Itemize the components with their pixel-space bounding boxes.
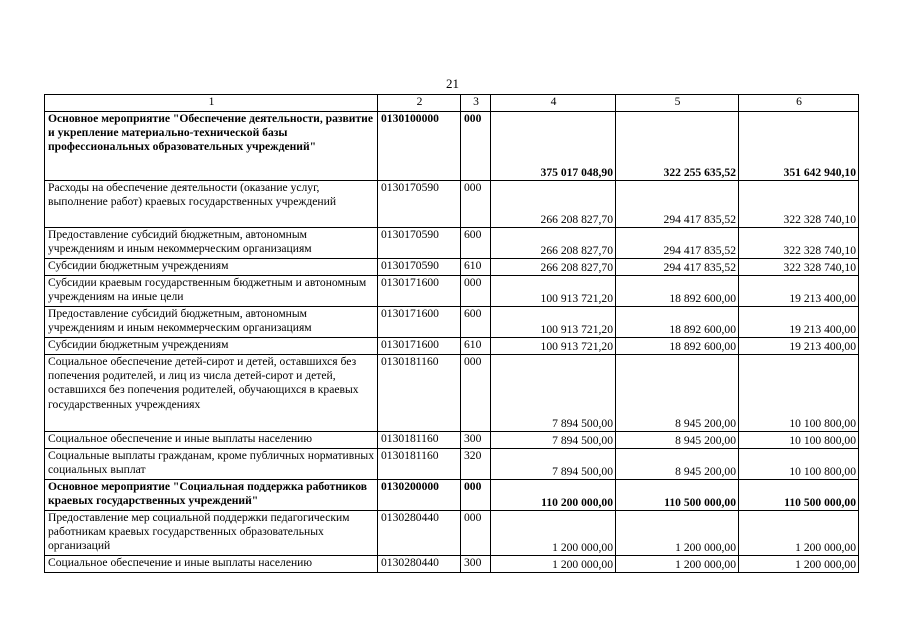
row-subcode-cell: 610: [461, 259, 491, 276]
row-code-cell: 0130280440: [378, 511, 461, 556]
row-name-cell: Основное мероприятие "Обеспечение деятельности, развитие и укрепление материально-технической базы профессиональных образовательных учреждений": [45, 112, 378, 181]
row-value-col4: 266 208 827,70: [491, 259, 616, 276]
row-value-col4: 100 913 721,20: [491, 338, 616, 355]
row-code-cell: 0130170590: [378, 228, 461, 259]
table-row: [45, 338, 859, 355]
row-subcode-cell: 300: [461, 432, 491, 449]
row-code-cell: 0130171600: [378, 276, 461, 307]
page-number: 21: [446, 76, 459, 91]
header-cell: 2: [378, 95, 461, 112]
row-code-cell: 0130171600: [378, 338, 461, 355]
row-subcode-cell: 000: [461, 276, 491, 307]
row-value-col5: 1 200 000,00: [616, 556, 739, 573]
row-code-cell: 0130181160: [378, 355, 461, 432]
row-value-col4: 266 208 827,70: [491, 181, 616, 228]
row-value-col5: 294 417 835,52: [616, 181, 739, 228]
row-value-col4: 100 913 721,20: [491, 276, 616, 307]
row-code-cell: 0130181160: [378, 432, 461, 449]
row-value-col4: 1 200 000,00: [491, 556, 616, 573]
row-value-col4: 7 894 500,00: [491, 355, 616, 432]
row-value-col5: 8 945 200,00: [616, 355, 739, 432]
row-value-col5: 110 500 000,00: [616, 480, 739, 511]
table-header-row: [45, 95, 859, 112]
row-code-cell: 0130181160: [378, 449, 461, 480]
row-value-col6: 110 500 000,00: [739, 480, 859, 511]
row-value-col5: 18 892 600,00: [616, 338, 739, 355]
row-name-cell: Социальные выплаты гражданам, кроме публичных нормативных социальных выплат: [45, 449, 378, 480]
row-name-cell: Расходы на обеспечение деятельности (оказание услуг, выполнение работ) краевых государственных учреждений: [45, 181, 378, 228]
row-name-cell: Предоставление субсидий бюджетным, автономным учреждениям и иным некоммерческим организациям: [45, 228, 378, 259]
row-name-cell: Социальное обеспечение детей-сирот и детей, оставшихся без попечения родителей, и лиц из числа детей-сирот и детей, оставшихся без попечения родителей, обучающихся в краевых государственных учреждениях: [45, 355, 378, 432]
table-row: [45, 556, 859, 573]
row-value-col6: 19 213 400,00: [739, 276, 859, 307]
row-name-cell: Социальное обеспечение и иные выплаты населению: [45, 432, 378, 449]
row-code-cell: 0130170590: [378, 259, 461, 276]
row-name-cell: Субсидии бюджетным учреждениям: [45, 338, 378, 355]
table-body: [45, 112, 859, 573]
table-row: [45, 449, 859, 480]
row-value-col5: 8 945 200,00: [616, 449, 739, 480]
row-name-cell: Основное мероприятие "Социальная поддержка работников краевых государственных учреждений": [45, 480, 378, 511]
budget-table: [44, 94, 859, 573]
row-value-col5: 294 417 835,52: [616, 259, 739, 276]
row-value-col6: 1 200 000,00: [739, 556, 859, 573]
row-value-col4: 7 894 500,00: [491, 449, 616, 480]
table-row: [45, 307, 859, 338]
header-cell: 6: [739, 95, 859, 112]
row-subcode-cell: 600: [461, 228, 491, 259]
row-value-col6: 10 100 800,00: [739, 432, 859, 449]
row-value-col4: 1 200 000,00: [491, 511, 616, 556]
row-value-col4: 110 200 000,00: [491, 480, 616, 511]
row-value-col6: 19 213 400,00: [739, 338, 859, 355]
row-name-cell: Предоставление мер социальной поддержки педагогическим работникам краевых государственных образовательных организаций: [45, 511, 378, 556]
table-row: [45, 112, 859, 181]
table-row: [45, 259, 859, 276]
row-subcode-cell: 320: [461, 449, 491, 480]
row-value-col4: 266 208 827,70: [491, 228, 616, 259]
row-value-col5: 18 892 600,00: [616, 307, 739, 338]
header-cell: 3: [461, 95, 491, 112]
header-cell: 4: [491, 95, 616, 112]
row-value-col6: 322 328 740,10: [739, 181, 859, 228]
row-subcode-cell: 300: [461, 556, 491, 573]
table-row: [45, 181, 859, 228]
row-value-col5: 1 200 000,00: [616, 511, 739, 556]
row-value-col5: 322 255 635,52: [616, 112, 739, 181]
table-row: [45, 480, 859, 511]
header-cell: 1: [45, 95, 378, 112]
row-value-col6: 19 213 400,00: [739, 307, 859, 338]
row-name-cell: Субсидии краевым государственным бюджетным и автономным учреждениям на иные цели: [45, 276, 378, 307]
row-value-col6: 322 328 740,10: [739, 259, 859, 276]
row-name-cell: Социальное обеспечение и иные выплаты населению: [45, 556, 378, 573]
row-value-col5: 294 417 835,52: [616, 228, 739, 259]
row-subcode-cell: 000: [461, 511, 491, 556]
row-value-col6: 1 200 000,00: [739, 511, 859, 556]
header-cell: 5: [616, 95, 739, 112]
row-name-cell: Предоставление субсидий бюджетным, автономным учреждениям и иным некоммерческим организациям: [45, 307, 378, 338]
row-subcode-cell: 600: [461, 307, 491, 338]
row-value-col6: 10 100 800,00: [739, 449, 859, 480]
row-value-col6: 322 328 740,10: [739, 228, 859, 259]
row-code-cell: 0130171600: [378, 307, 461, 338]
table-row: [45, 355, 859, 432]
row-value-col5: 8 945 200,00: [616, 432, 739, 449]
row-code-cell: 0130200000: [378, 480, 461, 511]
table-row: [45, 511, 859, 556]
row-code-cell: 0130170590: [378, 181, 461, 228]
row-value-col4: 7 894 500,00: [491, 432, 616, 449]
row-value-col6: 351 642 940,10: [739, 112, 859, 181]
table-row: [45, 432, 859, 449]
row-subcode-cell: 000: [461, 181, 491, 228]
row-subcode-cell: 000: [461, 355, 491, 432]
row-subcode-cell: 000: [461, 480, 491, 511]
table-row: [45, 228, 859, 259]
row-value-col4: 375 017 048,90: [491, 112, 616, 181]
row-subcode-cell: 610: [461, 338, 491, 355]
row-name-cell: Субсидии бюджетным учреждениям: [45, 259, 378, 276]
row-subcode-cell: 000: [461, 112, 491, 181]
row-value-col6: 10 100 800,00: [739, 355, 859, 432]
row-code-cell: 0130280440: [378, 556, 461, 573]
row-value-col4: 100 913 721,20: [491, 307, 616, 338]
row-value-col5: 18 892 600,00: [616, 276, 739, 307]
table-row: [45, 276, 859, 307]
row-code-cell: 0130100000: [378, 112, 461, 181]
